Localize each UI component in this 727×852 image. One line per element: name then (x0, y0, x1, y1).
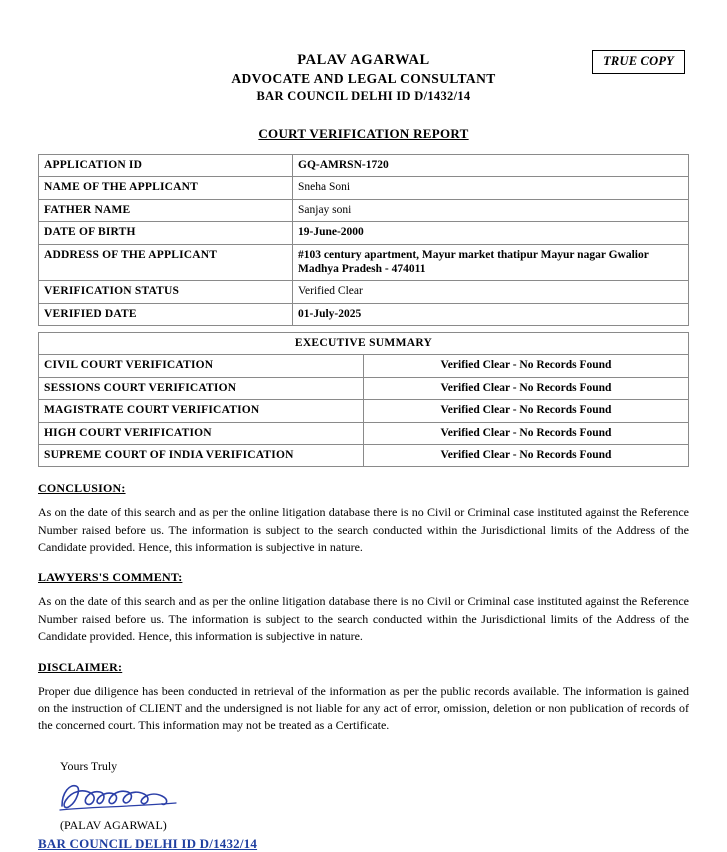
table-row (39, 400, 689, 422)
signoff-block (38, 759, 689, 852)
summary-value: Verified Clear - No Records Found (364, 377, 689, 399)
lawyers-comment-body: As on the date of this search and as per the online litigation database there is no Civil or Criminal case instituted against the Reference Number raised before us. The information is subject to the search conducted within the Jurisdictional limits of the Address of the Candidate provided. Hence, this information is subjective in nature. (38, 594, 689, 644)
detail-label: FATHER NAME (39, 199, 293, 221)
summary-value: Verified Clear - No Records Found (364, 355, 689, 377)
true-copy-stamp: TRUE COPY (592, 50, 685, 74)
bar-council-id: BAR COUNCIL DELHI ID D/1432/14 (256, 89, 471, 103)
signatory-council-id: BAR COUNCIL DELHI ID D/1432/14 (38, 835, 258, 851)
table-row (39, 222, 689, 244)
detail-label: NAME OF THE APPLICANT (39, 177, 293, 199)
disclaimer-body: Proper due diligence has been conducted in retrieval of the information as per the public records available. The information is gained on the instruction of CLIENT and the undersigned is not liable for any act of error, omission, deletion or non publication of records of the concerned court. This information may not be treated as a Certificate. (38, 683, 689, 733)
table-row-header (39, 333, 689, 355)
signature (56, 774, 689, 818)
signature-icon (56, 776, 186, 820)
detail-value: 19-June-2000 (293, 222, 689, 244)
report-title: COURT VERIFICATION REPORT (258, 126, 469, 141)
detail-value: Verified Clear (293, 281, 689, 303)
summary-label: CIVIL COURT VERIFICATION (39, 355, 364, 377)
disclaimer-section (38, 660, 689, 735)
disclaimer-title: DISCLAIMER: (38, 659, 123, 674)
summary-label: HIGH COURT VERIFICATION (39, 422, 364, 444)
detail-label: ADDRESS OF THE APPLICANT (39, 244, 293, 281)
summary-label: SUPREME COURT OF INDIA VERIFICATION (39, 444, 364, 466)
summary-label: SESSIONS COURT VERIFICATION (39, 377, 364, 399)
yours-truly: Yours Truly (60, 758, 118, 773)
table-row (39, 177, 689, 199)
table-row (39, 155, 689, 177)
table-row (39, 244, 689, 281)
summary-value: Verified Clear - No Records Found (364, 422, 689, 444)
advocate-name: PALAV AGARWAL (297, 52, 430, 68)
advocate-role: ADVOCATE AND LEGAL CONSULTANT (231, 71, 496, 86)
signatory-name: (PALAV AGARWAL) (60, 817, 167, 832)
applicant-details-table (38, 154, 689, 326)
executive-summary-wrapper (38, 332, 689, 467)
executive-summary-table (38, 332, 689, 467)
conclusion-body: As on the date of this search and as per the online litigation database there is no Civil or Criminal case instituted against the Reference Number raised before us. The information is subject to the search conducted within the Jurisdictional limits of the Address of the Candidate provided. Hence, this information is subjective in nature. (38, 505, 689, 555)
summary-value: Verified Clear - No Records Found (364, 400, 689, 422)
details-table-wrapper (38, 154, 689, 326)
table-row (39, 199, 689, 221)
table-row (39, 377, 689, 399)
executive-summary-heading: EXECUTIVE SUMMARY (39, 333, 689, 355)
table-row (39, 444, 689, 466)
table-row (39, 281, 689, 303)
detail-value: #103 century apartment, Mayur market thatipur Mayur nagar Gwalior Madhya Pradesh - 474011 (293, 244, 689, 281)
detail-label: VERIFIED DATE (39, 303, 293, 325)
table-row (39, 303, 689, 325)
lawyers-comment-title: LAWYERS'S COMMENT: (38, 570, 183, 585)
conclusion-title: CONCLUSION: (38, 481, 126, 496)
detail-label: VERIFICATION STATUS (39, 281, 293, 303)
detail-value: 01-July-2025 (293, 303, 689, 325)
detail-value: Sneha Soni (293, 177, 689, 199)
conclusion-section (38, 481, 689, 556)
summary-label: MAGISTRATE COURT VERIFICATION (39, 400, 364, 422)
detail-value: Sanjay soni (293, 199, 689, 221)
detail-label: APPLICATION ID (39, 155, 293, 177)
table-row (39, 355, 689, 377)
table-row (39, 422, 689, 444)
detail-label: DATE OF BIRTH (39, 222, 293, 244)
lawyers-comment-section (38, 570, 689, 645)
detail-value: GQ-AMRSN-1720 (293, 155, 689, 177)
summary-value: Verified Clear - No Records Found (364, 444, 689, 466)
